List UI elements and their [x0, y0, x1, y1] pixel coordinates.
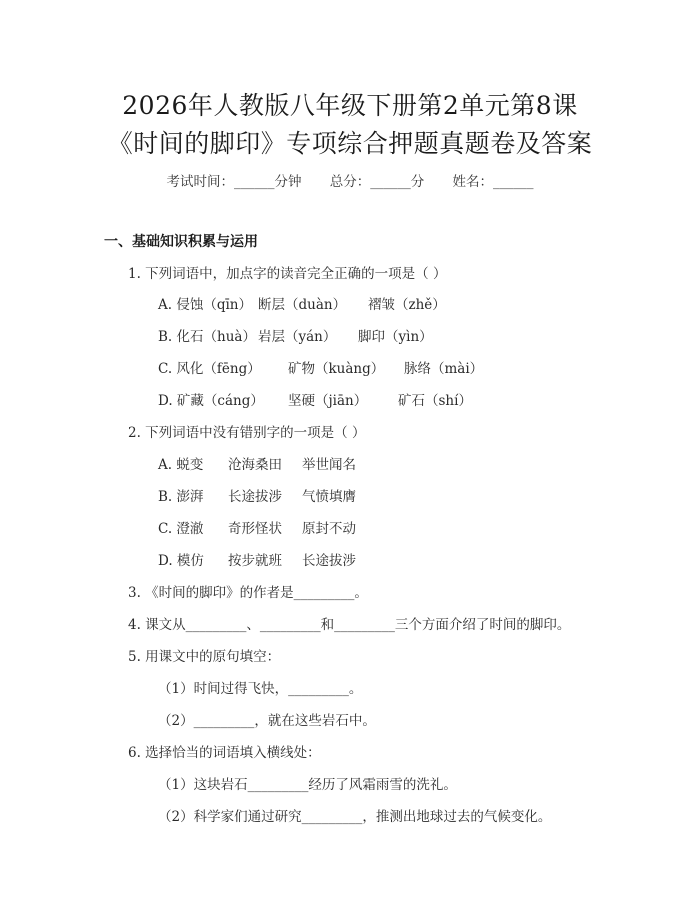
q2-d-item-3: 长途拔涉: [302, 553, 356, 569]
q1-a-item-3: 褶皱（zhě）: [368, 297, 446, 313]
q2-c-item-3: 原封不动: [302, 521, 356, 537]
title-line-1: 2026年人教版八年级下册第2单元第8课: [122, 91, 578, 120]
q6-item-2: （2）科学家们通过研究_________，推测出地球过去的气候变化。: [158, 809, 552, 825]
q5-item-1: （1）时间过得飞快，_________。: [158, 681, 363, 697]
question-4: 4. 课文从_________、_________和_________三个方面介绍了时间的脚印。: [128, 617, 571, 633]
q1-a-item-1: A. 侵蚀（qīn）: [158, 297, 252, 313]
q2-a-item-1: A. 蜕变: [158, 457, 204, 473]
name-field: 姓名：______: [452, 174, 534, 190]
q2-option-c: [158, 517, 356, 537]
q1-c-item-1: C. 风化（fēng）: [158, 361, 261, 377]
q1-b-item-1: B. 化石（huà）: [158, 329, 256, 345]
q2-a-item-2: 沧海桑田: [228, 457, 282, 473]
q1-option-b: [158, 325, 433, 345]
section-heading: 一、基础知识积累与运用: [104, 234, 258, 250]
q2-d-item-1: D. 模仿: [158, 553, 204, 569]
q1-d-item-2: 坚硬（jiān）: [288, 393, 368, 409]
total-score-field: 总分：______分: [329, 174, 425, 190]
q2-c-item-2: 奇形怪状: [228, 521, 282, 537]
exam-time-field: 考试时间：______分钟: [166, 174, 302, 190]
q2-option-b: [158, 485, 356, 505]
question-1-stem: 1. 下列词语中，加点字的读音完全正确的一项是（ ）: [128, 266, 447, 282]
question-2-stem: 2. 下列词语中没有错别字的一项是（ ）: [128, 425, 366, 441]
q2-c-item-1: C. 澄澈: [158, 521, 204, 537]
q2-b-item-3: 气愤填膺: [302, 489, 356, 505]
q5-item-2: （2）_________，就在这些岩石中。: [158, 713, 376, 729]
q1-option-d: [158, 389, 472, 409]
question-3: 3. 《时间的脚印》的作者是_________。: [128, 585, 368, 601]
q1-a-item-2: 断层（duàn）: [258, 297, 347, 313]
question-5-stem: 5. 用课文中的原句填空：: [128, 649, 281, 665]
q1-option-a: [158, 293, 446, 313]
q1-option-c: [158, 357, 483, 377]
question-6-stem: 6. 选择恰当的词语填入横线处：: [128, 745, 321, 761]
q1-d-item-1: D. 矿藏（cáng）: [158, 393, 264, 409]
q2-option-d: [158, 549, 356, 569]
title-line-2: 《时间的脚印》专项综合押题真题卷及答案: [107, 129, 593, 158]
q6-item-1: （1）这块岩石_________经历了风霜雨雪的洗礼。: [158, 777, 457, 793]
q2-a-item-3: 举世闻名: [302, 457, 356, 473]
q2-d-item-2: 按步就班: [228, 553, 282, 569]
q1-c-item-3: 脉络（mài）: [404, 361, 484, 377]
q2-b-item-1: B. 澎湃: [158, 489, 204, 505]
q1-c-item-2: 矿物（kuàng）: [288, 361, 385, 377]
exam-meta: [0, 170, 700, 190]
q2-b-item-2: 长途拔涉: [228, 489, 282, 505]
q2-option-a: [158, 453, 356, 473]
q1-b-item-2: 岩层（yán）: [258, 329, 337, 345]
q1-d-item-3: 矿石（shí）: [398, 393, 472, 409]
q1-b-item-3: 脚印（yìn）: [358, 329, 433, 345]
